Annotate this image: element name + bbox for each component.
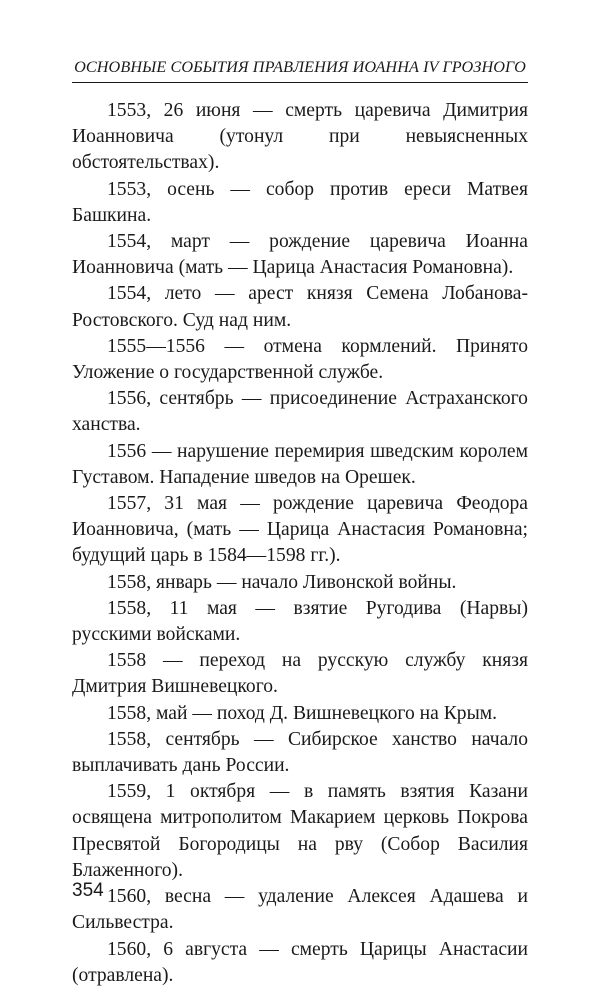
entry-dash: — [259, 938, 279, 960]
entry-date: 1553, осень [107, 178, 215, 200]
entry-text: смерть Царицы Анастасии (отравлена). [72, 938, 528, 986]
chronology-entry [72, 386, 528, 438]
entry-text: отмена кормлений. Принято Уложение о государственной службе. [72, 335, 529, 384]
entry-date: 1555—1556 [107, 335, 205, 357]
entry-text: арест князя Семена Лобанова-Ростовского. Суд над ним. [72, 283, 529, 331]
chronology-entry [72, 937, 528, 989]
entry-text: смерть царевича Димитрия Иоанновича (утонул при невыясненных обстоятельствах). [72, 100, 528, 174]
entry-text: нарушение перемирия шведским королем Густавом. Нападение шведов на Орешек. [72, 440, 528, 488]
chronology-entry [72, 177, 528, 229]
entry-dash: — [269, 781, 290, 803]
entry-date: 1560, 6 августа [107, 938, 248, 960]
entry-dash: — [192, 702, 212, 724]
entry-date: 1558, сентябрь [107, 728, 240, 750]
entry-dash: — [253, 728, 274, 750]
entry-text: Сибирское ханство начало выплачивать дань России. [72, 728, 529, 777]
chronology-list [72, 98, 528, 989]
entry-dash: — [229, 231, 250, 253]
chronology-entry [72, 596, 528, 648]
chronology-entry [72, 701, 528, 727]
entry-date: 1558 [107, 650, 147, 672]
entry-date: 1557, 31 мая [107, 493, 228, 515]
entry-dash: — [240, 493, 260, 515]
entry-text: удаление Алексея Адашева и Сильвестра. [72, 886, 528, 934]
entry-dash: — [224, 886, 245, 908]
entry-text: собор против ереси Матвея Башкина. [72, 178, 528, 226]
chronology-entry [72, 491, 528, 570]
entry-date: 1553, 26 июня [107, 100, 241, 121]
entry-dash: — [255, 597, 276, 619]
entry-dash: — [151, 440, 172, 462]
chronology-entry [72, 884, 528, 936]
entry-dash: — [215, 283, 235, 305]
entry-date: 1556 [107, 440, 147, 462]
entry-text: рождение царевича Иоанна Иоанновича (мать — Царица Анастасия Романовна). [72, 231, 528, 279]
chronology-entry [72, 727, 528, 779]
entry-date: 1554, лето [107, 283, 202, 305]
entry-text: рождение царевича Феодора Иоанновича, (мать — Царица Анастасия Романовна; будущий царь в 1584—1598 гг.). [72, 493, 528, 567]
entry-text: поход Д. Вишневецкого на Крым. [216, 702, 498, 724]
entry-dash: — [230, 178, 250, 200]
chronology-entry [72, 648, 528, 700]
chronology-entry [72, 570, 528, 596]
chronology-entry [72, 229, 528, 281]
running-header: ОСНОВНЫЕ СОБЫТИЯ ПРАВЛЕНИЯ ИОАННА IV ГРОЗНОГО [72, 52, 528, 83]
chronology-entry [72, 98, 528, 177]
entry-date: 1559, 1 октября [107, 781, 256, 803]
entry-dash: — [253, 100, 273, 121]
chronology-entry [72, 334, 528, 386]
page-number: 354 [72, 880, 104, 901]
entry-date: 1560, весна [107, 886, 212, 908]
entry-date: 1558, январь [107, 571, 212, 593]
chronology-entry [72, 439, 528, 491]
entry-text: начало Ливонской войны. [241, 571, 457, 593]
entry-date: 1558, 11 мая [107, 597, 237, 619]
entry-text: присоединение Астраханского ханства. [72, 388, 528, 436]
entry-text: взятие Ругодива (Нарвы) русскими войсками. [72, 597, 528, 646]
entry-dash: — [163, 650, 183, 672]
entry-date: 1554, март [107, 231, 210, 253]
entry-dash: — [224, 335, 245, 357]
entry-text: в память взятия Казани освящена митрополитом Макарием церковь Покрова Пресвятой Богородицы на рву (Собор Василия Блаженного). [72, 781, 528, 881]
entry-dash: — [216, 571, 237, 593]
chronology-entry [72, 779, 528, 884]
entry-date: 1556, сентябрь [107, 388, 234, 410]
entry-dash: — [241, 388, 262, 410]
chronology-entry [72, 281, 528, 333]
entry-text: переход на русскую службу князя Дмитрия Вишневецкого. [72, 650, 528, 698]
entry-date: 1558, май [107, 702, 188, 724]
